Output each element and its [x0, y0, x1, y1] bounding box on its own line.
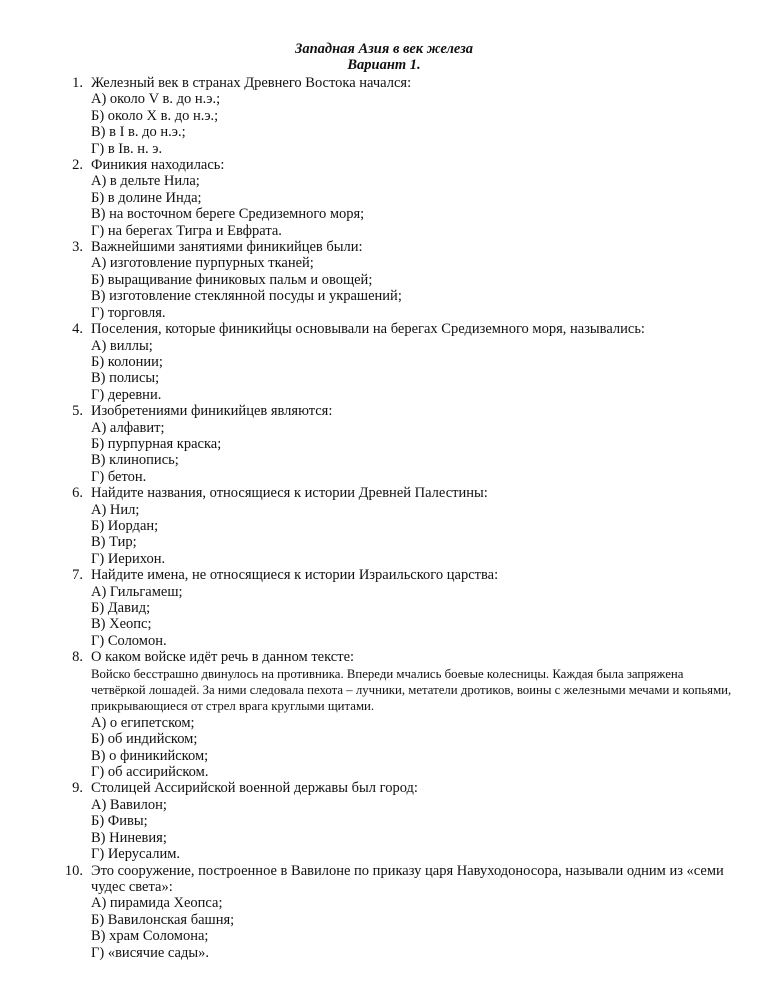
answer-option-g: Г) бетон.	[91, 468, 147, 485]
question-number: 6.	[72, 485, 83, 502]
answer-option-g: Г) Иерусалим.	[91, 846, 181, 863]
answer-option-a: А) Вавилон;	[91, 796, 167, 813]
answer-option-a: А) изготовление пурпурных тканей;	[91, 255, 314, 272]
answer-option-g: Г) Иерихон.	[91, 550, 166, 567]
answer-option-g: Г) на берегах Тигра и Евфрата.	[91, 222, 282, 239]
answer-option-v: В) храм Соломона;	[91, 928, 209, 945]
answer-option-b: Б) колонии;	[91, 353, 163, 370]
question-text: Найдите названия, относящиеся к истории Древней Палестины:	[91, 485, 488, 502]
question-4	[63, 321, 733, 403]
document-title: Западная Азия в век железа	[294, 41, 474, 57]
answer-option-v: В) Ниневия;	[91, 829, 167, 846]
answer-option-g: Г) деревни.	[91, 386, 162, 403]
question-3	[63, 239, 733, 321]
question-10	[63, 863, 733, 961]
question-text: Найдите имена, не относящиеся к истории Израильского царства:	[91, 567, 499, 584]
answer-option-b: Б) выращивание финиковых пальм и овощей;	[91, 271, 373, 288]
question-number: 2.	[72, 157, 83, 174]
question-number: 8.	[72, 649, 83, 666]
question-text: Важнейшими занятиями финикийцев были:	[91, 239, 363, 256]
question-6	[63, 485, 733, 567]
answer-option-b: Б) Вавилонская башня;	[91, 911, 235, 928]
question-8	[63, 649, 733, 780]
answer-option-b: Б) около X в. до н.э.;	[91, 107, 219, 124]
answer-option-b: Б) Фивы;	[91, 813, 148, 830]
answer-option-v: В) изготовление стеклянной посуды и украшений;	[91, 288, 402, 305]
answer-option-g: Г) в Iв. н. э.	[91, 140, 163, 157]
variant-title: Вариант 1.	[347, 57, 421, 73]
answer-option-b: Б) пурпурная краска;	[91, 435, 222, 452]
answer-option-a: А) Гильгамеш;	[91, 583, 183, 600]
answer-option-a: А) о египетском;	[91, 714, 195, 731]
question-text: Железный век в странах Древнего Востока начался:	[91, 75, 412, 91]
answer-option-a: А) около V в. до н.э.;	[91, 91, 221, 108]
answer-option-v: В) Тир;	[91, 534, 137, 551]
answer-option-v: В) Хеопс;	[91, 616, 152, 633]
question-number: 3.	[72, 239, 83, 256]
answer-option-g: Г) торговля.	[91, 304, 166, 321]
question-text: Изобретениями финикийцев являются:	[91, 403, 333, 420]
question-list	[63, 75, 733, 961]
answer-option-v: В) полисы;	[91, 370, 160, 387]
question-text: Это сооружение, построенное в Вавилоне по приказу царя Навуходоносора, называли одним из «семи чудес света»:	[91, 862, 724, 895]
answer-option-v: В) на восточном береге Средиземного моря;	[91, 206, 365, 223]
answer-option-a: А) виллы;	[91, 337, 153, 354]
answer-option-a: А) пирамида Хеопса;	[91, 895, 223, 912]
question-text: Поселения, которые финикийцы основывали на берегах Средиземного моря, назывались:	[91, 321, 645, 338]
answer-option-a: А) в дельте Нила;	[91, 173, 200, 190]
answer-option-b: Б) Давид;	[91, 600, 151, 616]
question-text: О каком войске идёт речь в данном тексте:	[91, 649, 355, 666]
question-number: 5.	[72, 403, 83, 420]
answer-option-b: Б) в долине Инда;	[91, 189, 202, 206]
answer-option-g: Г) Соломон.	[91, 632, 167, 649]
answer-option-v: В) клинопись;	[91, 452, 179, 469]
answer-option-g: Г) «висячие сады».	[91, 944, 209, 961]
reading-passage: Войско бесстрашно двинулось на противника. Впереди мчались боевые колесницы. Каждая была запряжена четвёркой лошадей. За ними следовала пехота – лучники, метатели дротиков, воины с железными мечами и копьями, прикрывающиеся от стрел врага круглыми щитами.	[91, 666, 732, 714]
answer-option-v: В) о финикийском;	[91, 747, 209, 764]
answer-option-a: А) алфавит;	[91, 419, 165, 436]
answer-option-a: А) Нил;	[91, 501, 140, 518]
answer-option-b: Б) Иордан;	[91, 517, 159, 534]
question-number: 4.	[72, 321, 83, 338]
question-number: 1.	[72, 75, 83, 91]
question-9	[63, 780, 733, 862]
question-number: 10.	[64, 862, 83, 879]
question-number: 7.	[72, 567, 83, 584]
answer-option-v: В) в I в. до н.э.;	[91, 124, 186, 141]
question-5	[63, 403, 733, 485]
answer-option-b: Б) об индийском;	[91, 731, 198, 748]
question-7	[63, 567, 733, 649]
question-number: 9.	[72, 780, 83, 797]
question-text: Столицей Ассирийской военной державы был город:	[91, 780, 418, 797]
answer-option-g: Г) об ассирийском.	[91, 764, 209, 781]
question-2	[63, 157, 733, 239]
question-1	[63, 75, 733, 157]
question-text: Финикия находилась:	[91, 157, 225, 174]
